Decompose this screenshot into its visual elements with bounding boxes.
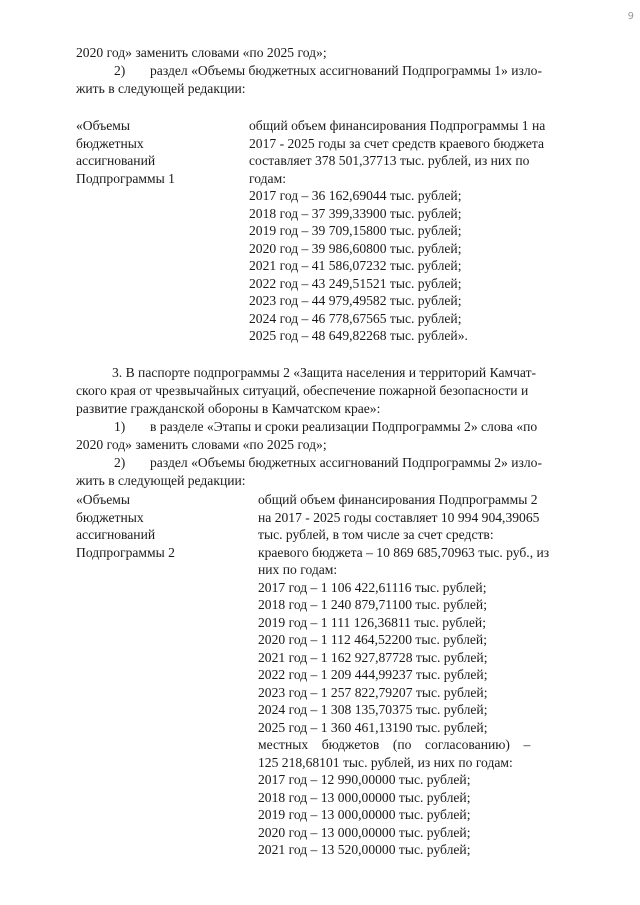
table1-value-line: общий объем финансирования Подпрограммы 1 на	[249, 118, 546, 133]
table2-year-line: 2024 год – 1 308 135,70375 тыс. рублей;	[258, 702, 488, 717]
table2-label-line: ассигнований	[76, 527, 156, 542]
table2-value-line: краевого бюджета – 10 869 685,70963 тыс. руб., из	[258, 544, 550, 560]
table1-label-line: бюджетных	[76, 135, 144, 151]
table2-year-line: 2019 год – 13 000,00000 тыс. рублей;	[258, 807, 471, 822]
table2-year-line: 2021 год – 1 162 927,87728 тыс. рублей;	[258, 649, 488, 665]
table1-value-line: 2017 - 2025 годы за счет средств краевого бюджета	[249, 135, 545, 151]
table1-year-line: 2019 год – 39 709,15800 тыс. рублей;	[249, 223, 462, 238]
table1-values	[249, 117, 583, 345]
section3-line-3: развитие гражданской обороны в Камчатском крае»:	[76, 401, 381, 416]
table2-year-line: 2018 год – 1 240 879,71100 тыс. рублей;	[258, 597, 487, 612]
table2-year-line: 2017 год – 1 106 422,61116 тыс. рублей;	[258, 579, 487, 595]
table1-value-line: составляет 378 501,37713 тыс. рублей, из них по	[249, 153, 530, 168]
table1-label	[76, 117, 175, 187]
section3-item1-line-2: 2020 год» заменить словами «по 2025 год»;	[76, 437, 327, 452]
table2-year-line: 2023 год – 1 257 822,79207 тыс. рублей;	[258, 684, 488, 700]
table1-year-line: 2021 год – 41 586,07232 тыс. рублей;	[249, 258, 462, 273]
table2-value-line: общий объем финансирования Подпрограммы 2	[258, 492, 538, 507]
page-margin-mark: 9	[627, 11, 634, 22]
section3-item1-line-1: в разделе «Этапы и сроки реализации Подпрограммы 2» слова «по	[150, 419, 538, 434]
table1-value-line: годам:	[249, 170, 286, 186]
table2-value-line: местных бюджетов (по согласованию) –	[258, 737, 531, 752]
table2-label-line: Подпрограммы 2	[76, 544, 175, 560]
table2-year-line: 2021 год – 13 520,00000 тыс. рублей;	[258, 842, 471, 857]
section3-item2-number: 2)	[114, 455, 126, 470]
table2-value-line: них по годам:	[258, 562, 338, 577]
table2-values	[258, 491, 584, 859]
section3-line-2: ского края от чрезвычайных ситуаций, обеспечение пожарной безопасности и	[76, 383, 529, 398]
table2-year-line: 2019 год – 1 111 126,36811 тыс. рублей;	[258, 614, 486, 630]
intro-item2-number: 2)	[114, 63, 126, 78]
table1-year-line: 2018 год – 37 399,33900 тыс. рублей;	[249, 205, 462, 221]
table1-year-line: 2017 год – 36 162,69044 тыс. рублей;	[249, 188, 462, 203]
table1-label-line: ассигнований	[76, 153, 156, 168]
table2-label	[76, 491, 175, 561]
section3-item1-number: 1)	[114, 419, 126, 434]
table1-year-line: 2023 год – 44 979,49582 тыс. рублей;	[249, 293, 462, 308]
table2-value-line: на 2017 - 2025 годы составляет 10 994 904,39065	[258, 509, 540, 525]
table2-year-line: 2018 год – 13 000,00000 тыс. рублей;	[258, 789, 471, 805]
table2-label-line: бюджетных	[76, 509, 144, 525]
table2-year-line: 2025 год – 1 360 461,13190 тыс. рублей;	[258, 719, 488, 735]
table1-year-line: 2020 год – 39 986,60800 тыс. рублей;	[249, 240, 462, 256]
table2-year-line: 2020 год – 1 112 464,52200 тыс. рублей;	[258, 632, 487, 647]
table2-value-line: 125 218,68101 тыс. рублей, из них по годам:	[258, 754, 513, 770]
table1-year-line: 2022 год – 43 249,51521 тыс. рублей;	[249, 275, 462, 291]
table2-year-line: 2020 год – 13 000,00000 тыс. рублей;	[258, 824, 471, 840]
table1-label-line: «Объемы	[76, 118, 130, 133]
table2-year-line: 2022 год – 1 209 444,99237 тыс. рублей;	[258, 667, 488, 682]
intro-line-1: 2020 год» заменить словами «по 2025 год»;	[76, 45, 327, 60]
intro-item2-line-2: жить в следующей редакции:	[76, 81, 246, 96]
intro-item2-line-1: раздел «Объемы бюджетных ассигнований Подпрограммы 1» изло-	[150, 63, 542, 78]
table2-year-line: 2017 год – 12 990,00000 тыс. рублей;	[258, 772, 471, 787]
table2-label-line: «Объемы	[76, 492, 130, 507]
table2-value-line: тыс. рублей, в том числе за счет средств:	[258, 527, 494, 542]
section3-item2-line-1: раздел «Объемы бюджетных ассигнований Подпрограммы 2» изло-	[150, 455, 542, 470]
table1-year-line: 2025 год – 48 649,82268 тыс. рублей».	[249, 328, 468, 343]
section3-line-1: 3. В паспорте подпрограммы 2 «Защита населения и территорий Камчат-	[112, 365, 537, 380]
table1-year-line: 2024 год – 46 778,67565 тыс. рублей;	[249, 310, 462, 326]
section3-item2-line-2: жить в следующей редакции:	[76, 473, 246, 488]
table1-label-line: Подпрограммы 1	[76, 170, 175, 186]
